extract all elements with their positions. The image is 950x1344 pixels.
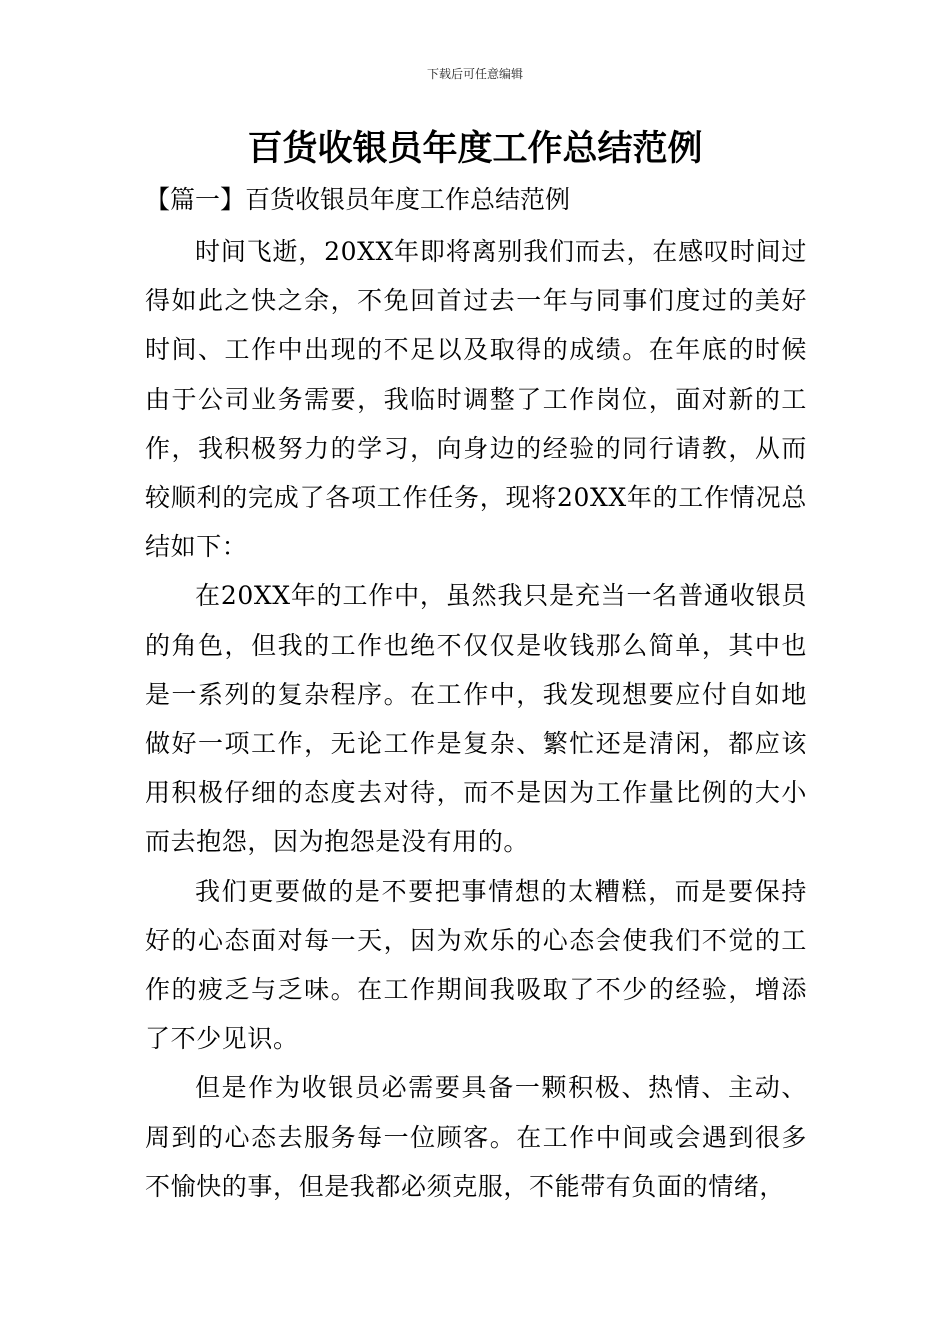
document-title: 百货收银员年度工作总结范例 (247, 128, 703, 169)
section-heading: 【篇一】百货收银员年度工作总结范例 (145, 185, 571, 214)
paragraph: 在20XX年的工作中，虽然我只是充当一名普通收银员的角色，但我的工作也绝不仅仅是收钱那么简单，其中也是一系列的复杂程序。在工作中，我发现想要应付自如地做好一项工作，无论工作是复杂、繁忙还是清闲，都应该用积极仔细的态度去对待，而不是因为工作量比例的大小而去抱怨，因为抱怨是没有用的。 (145, 581, 807, 857)
paragraph: 时间飞逝，20XX年即将离别我们而去，在感叹时间过得如此之快之余，不免回首过去一年与同事们度过的美好时间、工作中出现的不足以及取得的成绩。在年底的时候由于公司业务需要，我临时调整了工作岗位，面对新的工作，我积极努力的学习，向身边的经验的同行请教，从而较顺利的完成了各项工作任务，现将20XX年的工作情况总结如下： (145, 237, 807, 562)
header-note: 下载后可任意编辑 (426, 67, 523, 81)
paragraph: 但是作为收银员必需要具备一颗积极、热情、主动、周到的心态去服务每一位顾客。在工作中间或会遇到很多不愉快的事，但是我都必须克服，不能带有负面的情绪， (145, 1073, 807, 1201)
paragraph: 我们更要做的是不要把事情想的太糟糕，而是要保持好的心态面对每一天，因为欢乐的心态会使我们不觉的工作的疲乏与乏味。在工作期间我吸取了不少的经验，增添了不少见识。 (145, 876, 807, 1054)
document-body (145, 227, 807, 1211)
